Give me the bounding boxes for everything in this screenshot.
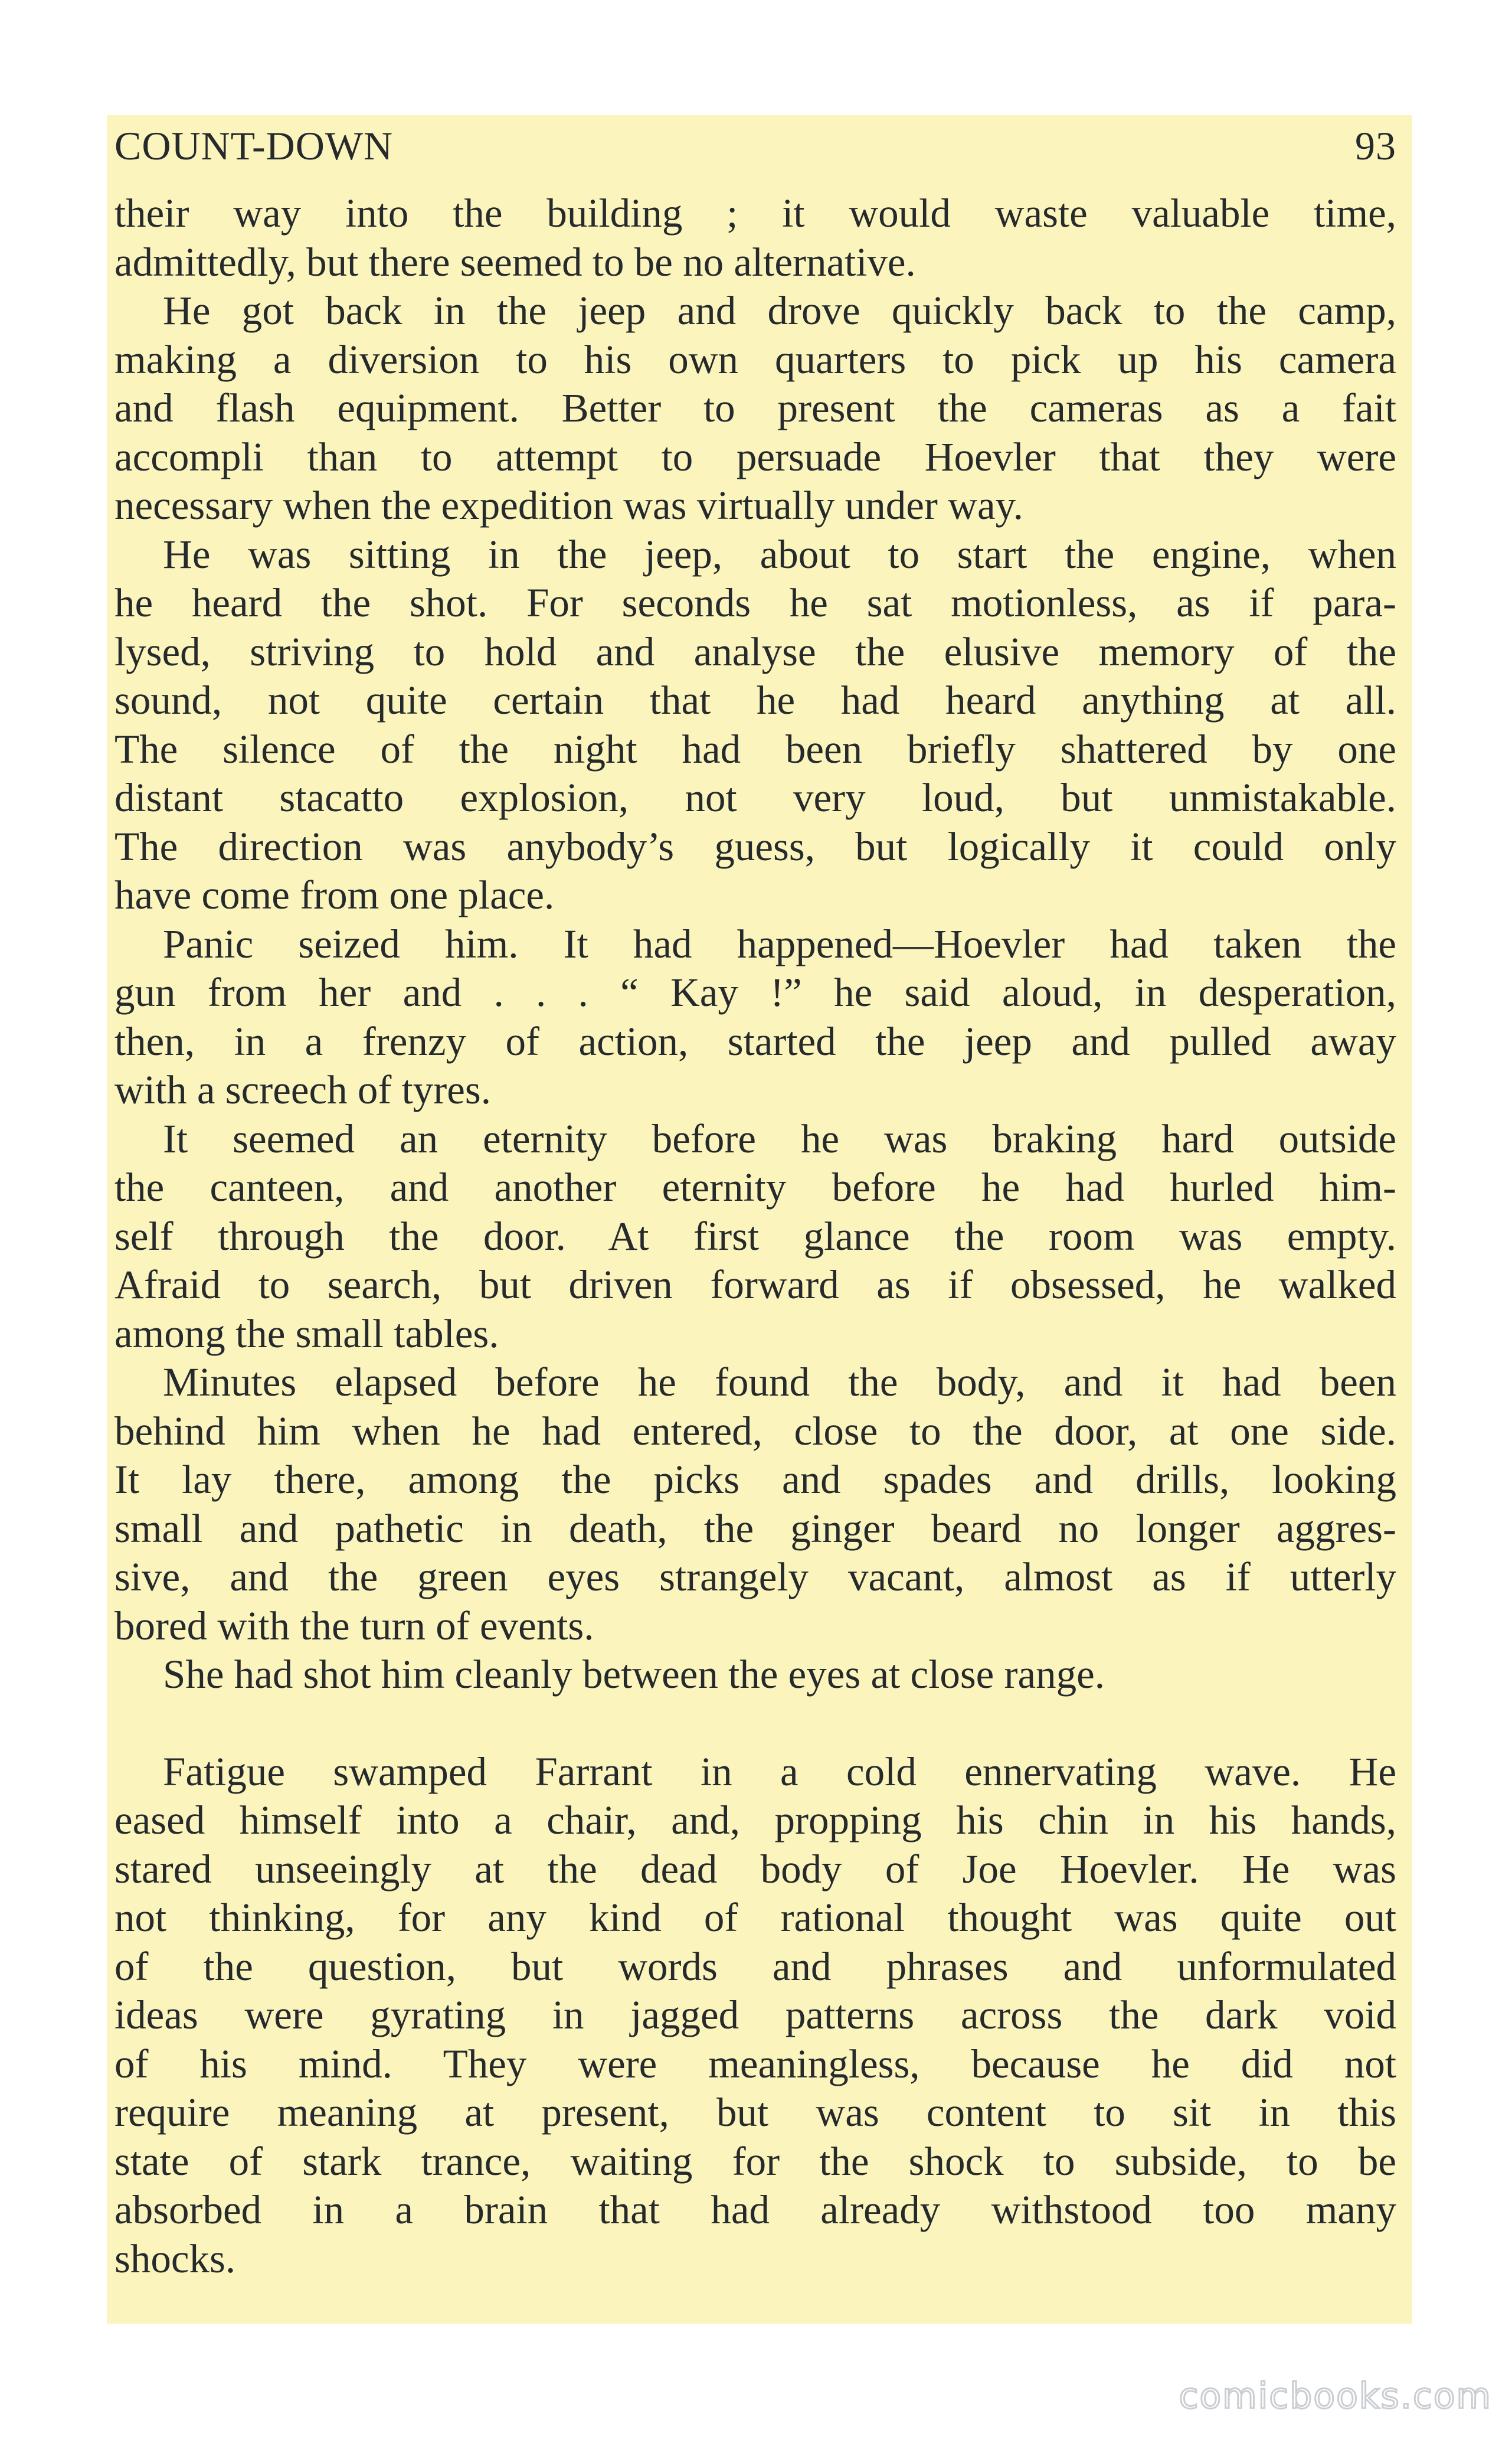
text-line: The silence of the night had been briefly shattered by one <box>114 726 1396 772</box>
text-line: their way into the building ; it would waste valuable time, <box>114 191 1396 236</box>
text-line: require meaning at present, but was content to sit in this <box>114 2090 1396 2135</box>
text-line: It seemed an eternity before he was braking hard outside <box>163 1116 1396 1161</box>
text-line: state of stark trance, waiting for the shock to subside, to be <box>114 2138 1396 2184</box>
chapter-title: COUNT-DOWN <box>114 123 394 168</box>
text-line: Minutes elapsed before he found the body, and it had been <box>163 1360 1396 1404</box>
text-line: sound, not quite certain that he had heard anything at all. <box>114 678 1396 723</box>
watermark: comicbooks.com <box>1179 2376 1492 2417</box>
paragraph <box>114 920 1396 1115</box>
text-line: absorbed in a brain that had already withstood too many <box>114 2187 1396 2232</box>
text-line: bored with the turn of events. <box>114 1603 594 1648</box>
text-line: She had shot him cleanly between the eyes at close range. <box>163 1652 1105 1697</box>
section-break <box>114 1699 1396 1747</box>
paragraph <box>114 286 1396 530</box>
page-number: 93 <box>1355 123 1396 168</box>
text-line: necessary when the expedition was virtually under way. <box>114 483 1023 528</box>
text-line: then, in a frenzy of action, started the jeep and pulled away <box>114 1018 1396 1064</box>
text-line: of the question, but words and phrases and unformulated <box>114 1943 1396 1989</box>
paragraph <box>114 1747 1396 2284</box>
text-line: He got back in the jeep and drove quickly back to the camp, <box>163 288 1396 333</box>
text-line: Fatigue swamped Farrant in a cold ennervating wave. He <box>163 1749 1396 1794</box>
text-line: lysed, striving to hold and analyse the elusive memory of the <box>114 629 1396 674</box>
text-line: ideas were gyrating in jagged patterns across the dark void <box>114 1992 1396 2037</box>
text-line: behind him when he had entered, close to the door, at one side. <box>114 1408 1396 1453</box>
text-line: not thinking, for any kind of rational thought was quite out <box>114 1895 1396 1940</box>
text-line: gun from her and . . . “ Kay !” he said aloud, in desperation, <box>114 970 1396 1015</box>
paragraph <box>114 1358 1396 1650</box>
text-line: small and pathetic in death, the ginger beard no longer aggres- <box>114 1505 1396 1551</box>
text-line: distant stacatto explosion, not very loud, but unmistakable. <box>114 775 1396 820</box>
paragraph <box>114 189 1396 286</box>
text-line: the canteen, and another eternity before he had hurled him- <box>114 1165 1396 1210</box>
text-line: admittedly, but there seemed to be no alternative. <box>114 239 916 285</box>
text-line: among the small tables. <box>114 1311 499 1356</box>
text-line: of his mind. They were meaningless, because he did not <box>114 2041 1396 2086</box>
text-line: with a screech of tyres. <box>114 1067 491 1112</box>
text-line: stared unseeingly at the dead body of Joe Hoevler. He was <box>114 1846 1396 1892</box>
text-line: He was sitting in the jeep, about to start the engine, when <box>163 531 1396 577</box>
text-line: accompli than to attempt to persuade Hoevler that they were <box>114 434 1396 479</box>
text-line: Panic seized him. It had happened—Hoevler had taken the <box>163 921 1396 966</box>
text-line: he heard the shot. For seconds he sat motionless, as if para- <box>114 580 1396 625</box>
text-line: and flash equipment. Better to present the cameras as a fait <box>114 386 1396 430</box>
text-line: It lay there, among the picks and spades and drills, looking <box>114 1457 1396 1502</box>
text-line: shocks. <box>114 2236 236 2281</box>
running-head <box>114 115 1396 177</box>
paragraph <box>114 1115 1396 1358</box>
text-line: sive, and the green eyes strangely vacant, almost as if utterly <box>114 1554 1396 1599</box>
text-line: eased himself into a chair, and, propping his chin in his hands, <box>114 1798 1396 1843</box>
text-line: have come from one place. <box>114 873 555 917</box>
paragraph <box>114 530 1396 920</box>
text-line: self through the door. At first glance the room was empty. <box>114 1213 1396 1259</box>
text-line: The direction was anybody’s guess, but logically it could only <box>114 824 1396 869</box>
body-text <box>114 189 1396 2283</box>
paragraph <box>114 1650 1396 1699</box>
text-line: making a diversion to his own quarters to pick up his camera <box>114 337 1396 382</box>
text-line: Afraid to search, but driven forward as if obsessed, he walked <box>114 1262 1396 1307</box>
